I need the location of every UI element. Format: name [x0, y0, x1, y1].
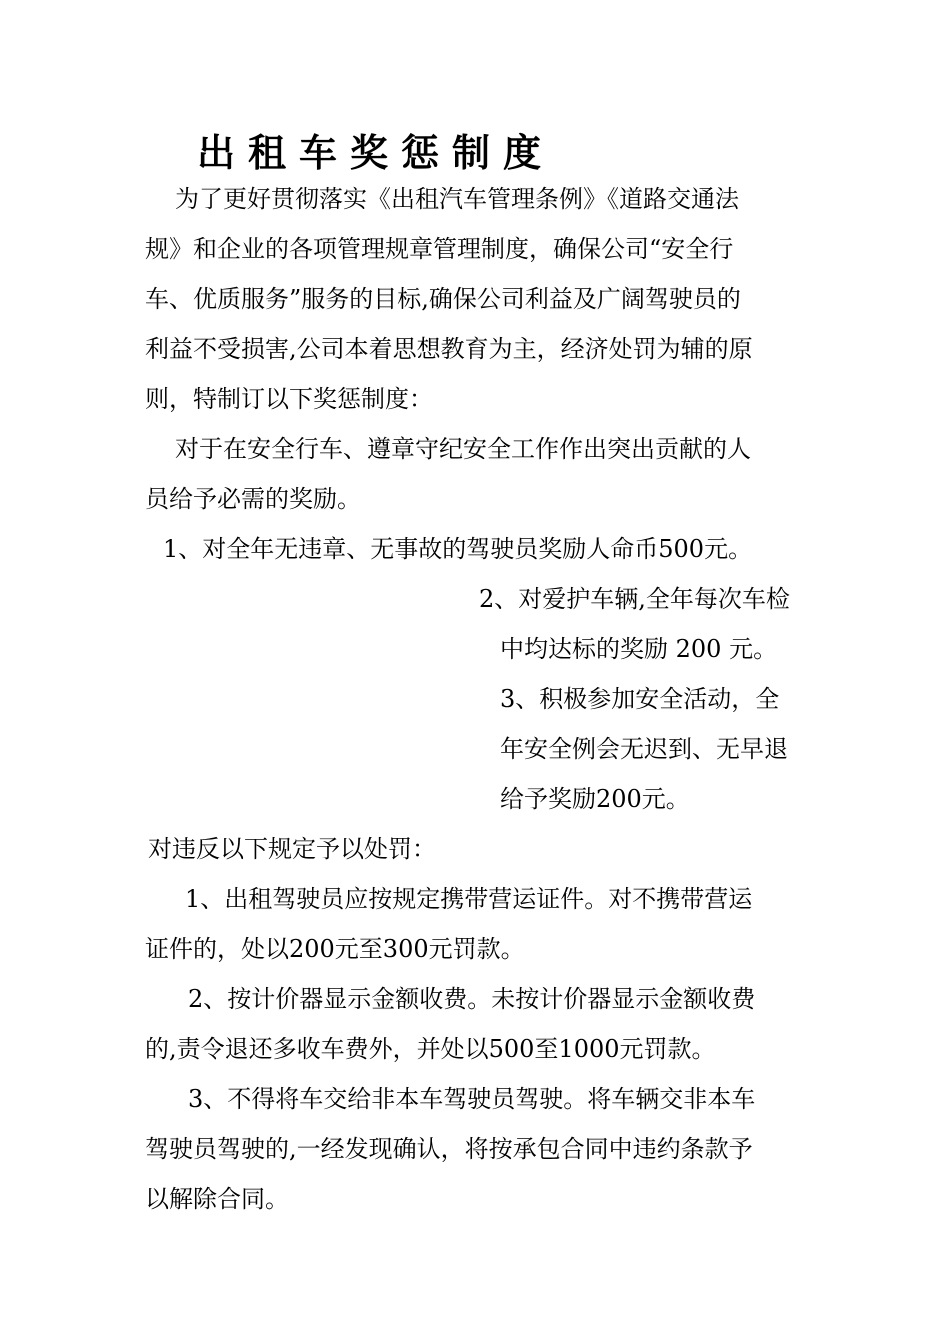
intro-line-3: 车、优质服务”服务的目标,确保公司利益及广阔驾驶员的: [145, 285, 741, 313]
reward-item-1: 1、对全年无违章、无事故的驾驶员奖励人命币500元。: [163, 535, 753, 563]
reward-item-2-line-1: 2、对爱护车辆,全年每次车检: [479, 585, 790, 613]
intro-line-5: 则，特制订以下奖惩制度：: [145, 385, 433, 413]
reward-item-3-line-1: 3、积极参加安全活动，全: [500, 685, 780, 713]
penalty-item-1-line-2: 证件的，处以200元至300元罚款。: [145, 935, 525, 963]
penalty-item-3-line-2: 驾驶员驾驶的,一经发现确认，将按承包合同中违约条款予: [145, 1135, 753, 1163]
penalty-item-2-line-1: 2、按计价器显示金额收费。未按计价器显示金额收费: [188, 985, 756, 1013]
reward-item-2-line-2: 中均达标的奖励 200 元。: [500, 635, 778, 663]
document-title: 出租车奖惩制度: [197, 130, 555, 175]
penalty-item-3-line-3: 以解除合同。: [145, 1185, 289, 1213]
reward-item-3-line-3: 给予奖励200元。: [500, 785, 690, 813]
intro-line-4: 利益不受损害,公司本着思想教育为主，经济处罚为辅的原: [145, 335, 753, 363]
penalty-item-2-line-2: 的,责令退还多收车费外，并处以500至1000元罚款。: [145, 1035, 716, 1063]
intro-line-1: 为了更好贯彻落实《出租汽车管理条例》《道路交通法: [175, 185, 739, 213]
intro-line-2: 规》和企业的各项管理规章管理制度，确保公司“安全行: [145, 235, 734, 263]
penalty-item-1-line-1: 1、出租驾驶员应按规定携带营运证件。对不携带营运: [185, 885, 753, 913]
penalty-item-3-line-1: 3、不得将车交给非本车驾驶员驾驶。将车辆交非本车: [188, 1085, 756, 1113]
reward-item-3-line-2: 年安全例会无迟到、无早退: [500, 735, 788, 763]
reward-intro-line-1: 对于在安全行车、遵章守纪安全工作作出突出贡献的人: [175, 435, 751, 463]
penalty-intro: 对违反以下规定予以处罚：: [148, 835, 436, 863]
reward-intro-line-2: 员给予必需的奖励。: [145, 485, 361, 513]
